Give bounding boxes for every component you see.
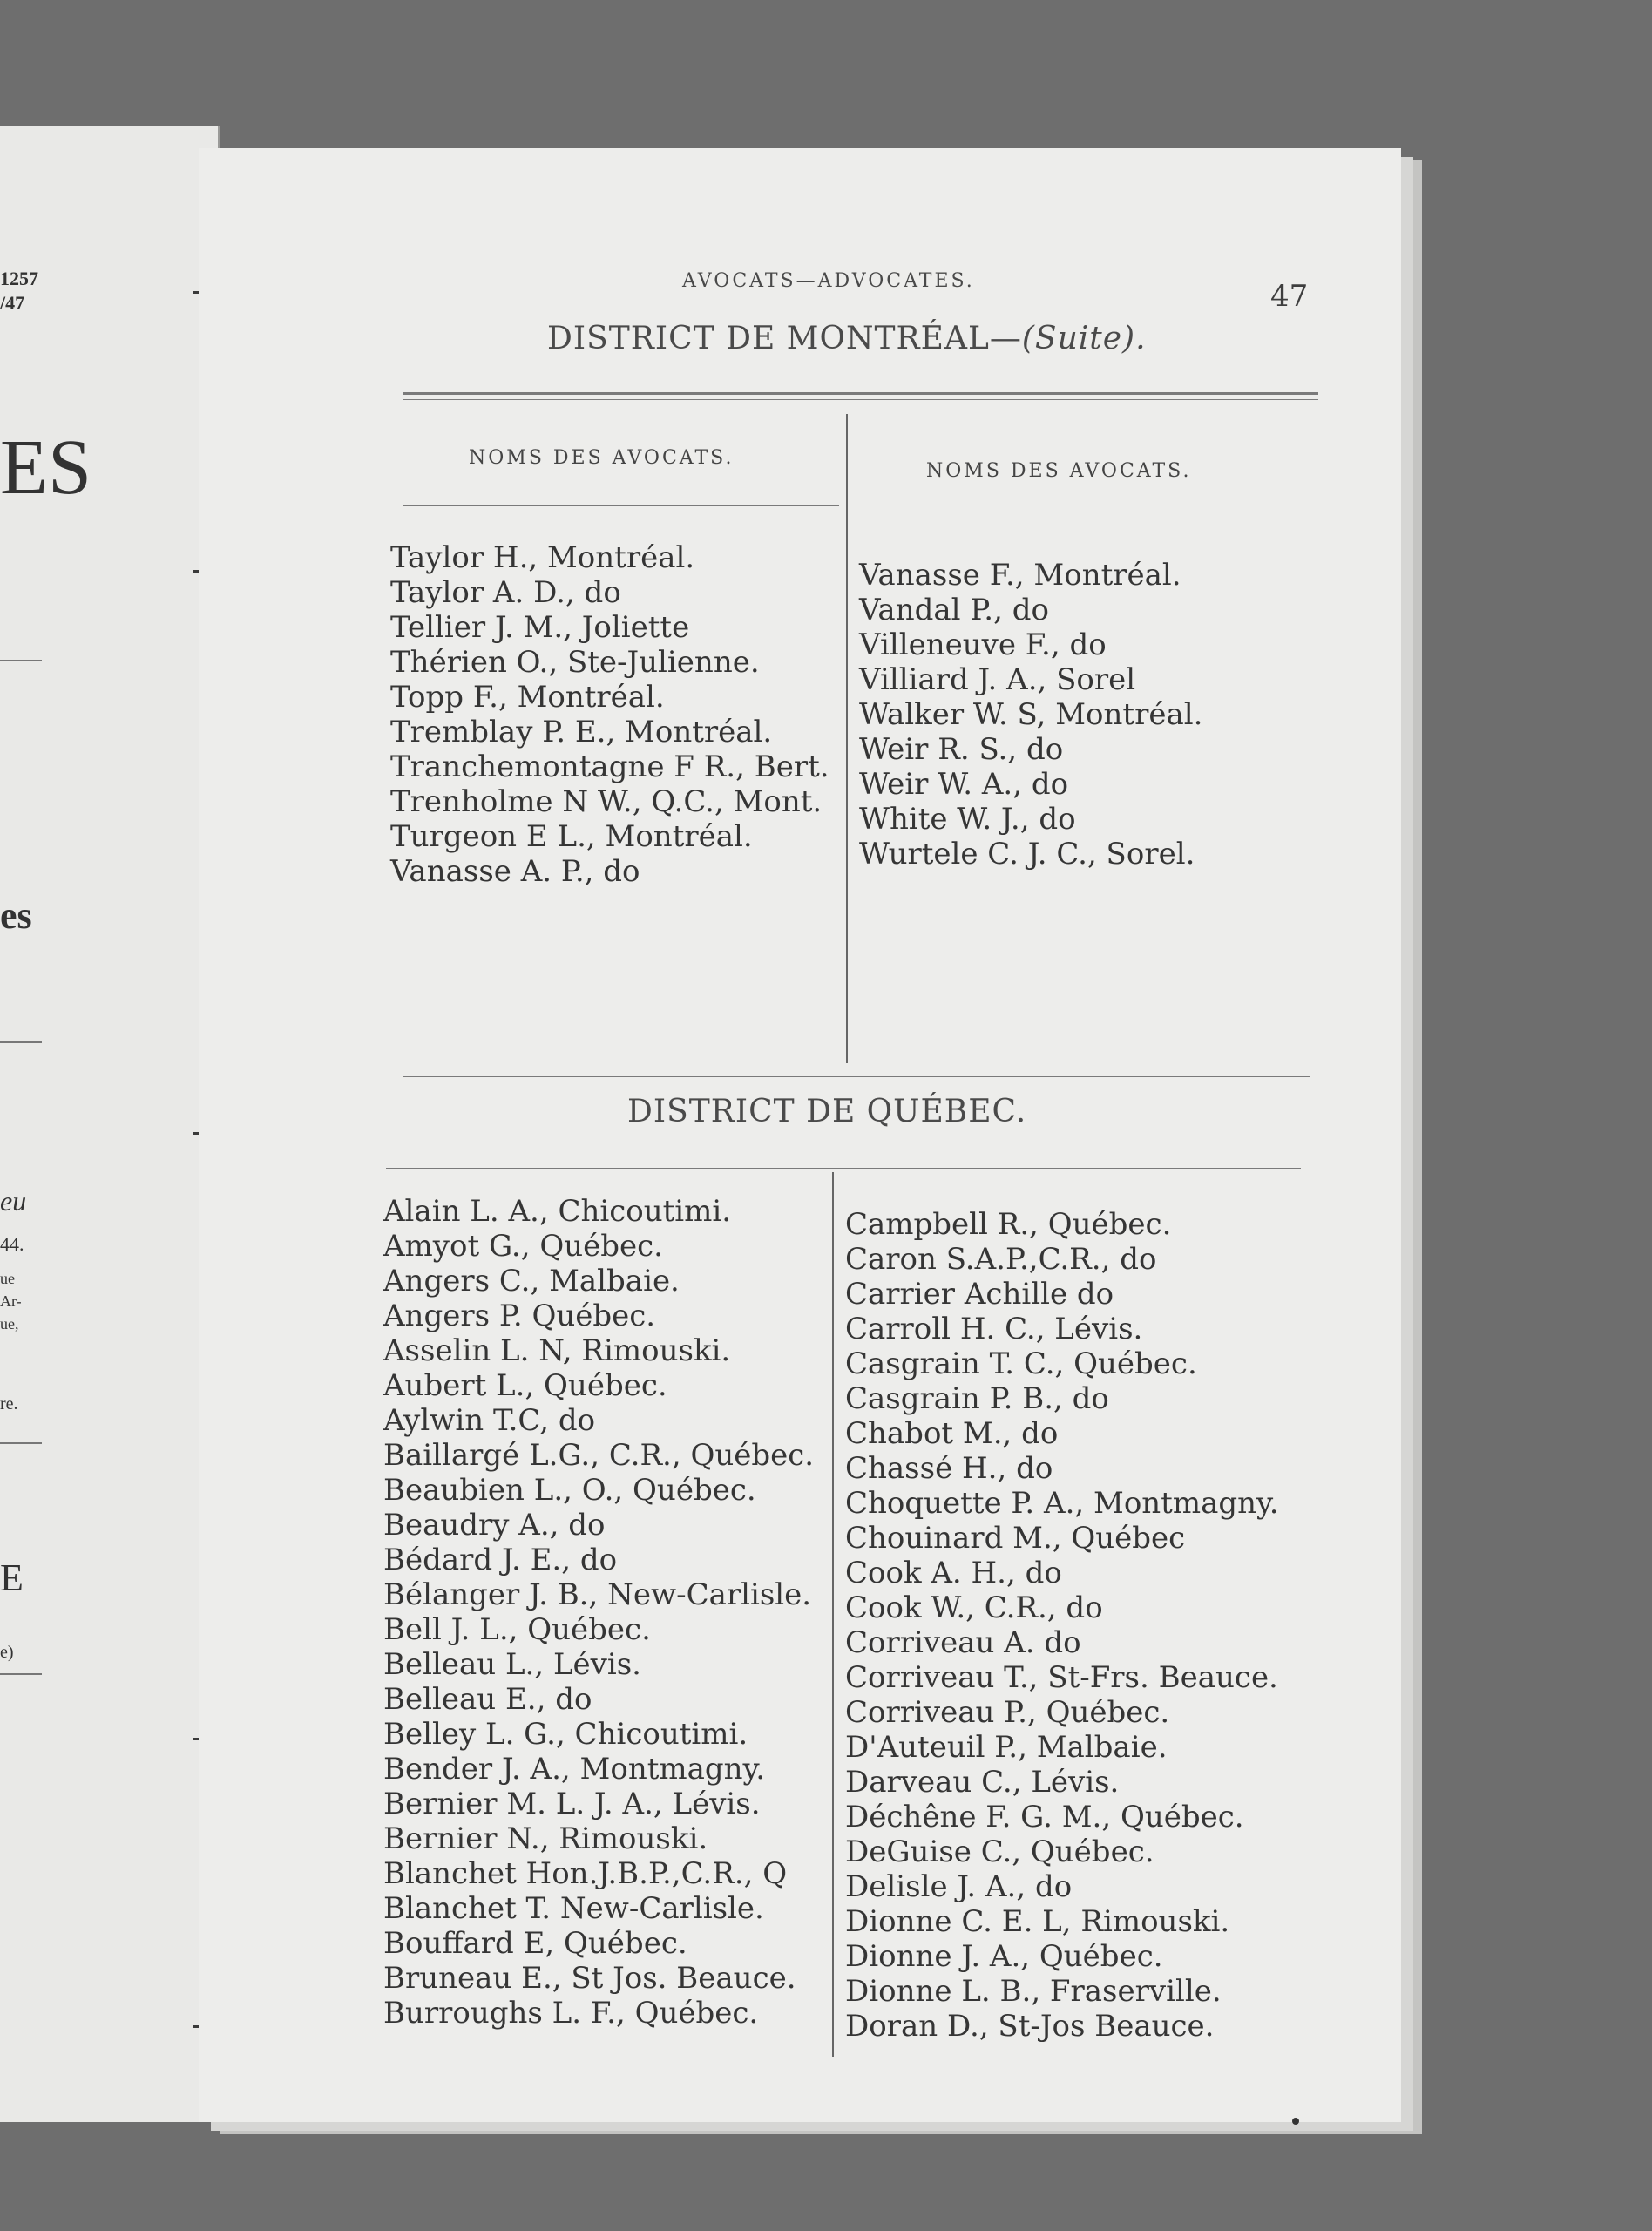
running-head: AVOCATS—ADVOCATES. bbox=[682, 270, 975, 292]
left-page-rule bbox=[0, 1673, 42, 1675]
list-item: Chassé H., do bbox=[845, 1451, 1053, 1486]
left-page-rule bbox=[0, 1041, 42, 1043]
list-item: Dionne L. B., Fraserville. bbox=[845, 1974, 1222, 2009]
list-item: Beaudry A., do bbox=[383, 1508, 606, 1543]
district-quebec-title: DISTRICT DE QUÉBEC. bbox=[627, 1094, 1027, 1129]
section-rule bbox=[386, 1168, 1301, 1169]
list-item: Asselin L. N, Rimouski. bbox=[383, 1333, 731, 1368]
column-header-right: NOMS DES AVOCATS. bbox=[926, 460, 1192, 482]
montreal-advocates-right-list bbox=[859, 558, 1202, 871]
list-item: D'Auteuil P., Malbaie. bbox=[845, 1730, 1168, 1765]
list-item: Déchêne F. G. M., Québec. bbox=[845, 1800, 1244, 1834]
previous-page-fragment bbox=[0, 126, 220, 2122]
left-page-rule bbox=[0, 1442, 42, 1444]
section-rule bbox=[403, 1076, 1310, 1077]
list-item: Casgrain T. C., Québec. bbox=[845, 1346, 1197, 1381]
list-item: Burroughs L. F., Québec. bbox=[383, 1996, 759, 2031]
list-item: Tremblay P. E., Montréal. bbox=[390, 715, 773, 749]
list-item: Topp F., Montréal. bbox=[390, 680, 665, 715]
double-rule bbox=[403, 399, 1318, 400]
list-item: Walker W. S, Montréal. bbox=[859, 697, 1203, 732]
list-item: Belley L. G., Chicoutimi. bbox=[383, 1717, 748, 1752]
column-divider bbox=[832, 1172, 834, 2057]
header-rule-left bbox=[403, 505, 839, 506]
column-header-left: NOMS DES AVOCATS. bbox=[469, 447, 735, 469]
list-item: Vanasse F., Montréal. bbox=[859, 558, 1181, 593]
list-item: Trenholme N W., Q.C., Mont. bbox=[390, 784, 823, 819]
list-item: Bouffard E, Québec. bbox=[383, 1926, 687, 1961]
list-item: Amyot G., Québec. bbox=[383, 1229, 663, 1264]
list-item: Corriveau A. do bbox=[845, 1625, 1081, 1660]
list-item: Dionne J. A., Québec. bbox=[845, 1939, 1163, 1974]
list-item: DeGuise C., Québec. bbox=[845, 1834, 1154, 1869]
district-montreal-title bbox=[547, 321, 1147, 356]
district-montreal-title-main: DISTRICT DE MONTRÉAL— bbox=[547, 321, 1022, 356]
list-item: Villeneuve F., do bbox=[859, 627, 1107, 662]
left-page-number-2: /47 bbox=[0, 292, 25, 314]
list-item: Tranchemontagne F R., Bert. bbox=[390, 749, 829, 784]
list-item: Angers P. Québec. bbox=[383, 1299, 656, 1333]
list-item: Weir W. A., do bbox=[859, 767, 1069, 802]
list-item: Campbell R., Québec. bbox=[845, 1207, 1172, 1242]
list-item: Chabot M., do bbox=[845, 1416, 1059, 1451]
double-rule bbox=[403, 392, 1318, 395]
list-item: Vandal P., do bbox=[859, 593, 1049, 627]
list-item: Aylwin T.C, do bbox=[383, 1403, 596, 1438]
list-item: Casgrain P. B., do bbox=[845, 1381, 1109, 1416]
list-item: Weir R. S., do bbox=[859, 732, 1064, 767]
list-item: Belleau E., do bbox=[383, 1682, 592, 1717]
left-page-fragment: re. bbox=[0, 1394, 18, 1414]
list-item: Blanchet T. New-Carlisle. bbox=[383, 1891, 764, 1926]
left-page-number-1: 1257 bbox=[0, 268, 38, 289]
list-item: Tellier J. M., Joliette bbox=[390, 610, 690, 645]
list-item: Delisle J. A., do bbox=[845, 1869, 1073, 1904]
left-page-fragment: 44. bbox=[0, 1233, 24, 1255]
column-divider bbox=[846, 414, 848, 1063]
list-item: Villiard J. A., Sorel bbox=[859, 662, 1136, 697]
list-item: Taylor H., Montréal. bbox=[390, 540, 695, 575]
list-item: Bélanger J. B., New-Carlisle. bbox=[383, 1577, 812, 1612]
page-number: 47 bbox=[1270, 279, 1309, 314]
list-item: Wurtele C. J. C., Sorel. bbox=[859, 837, 1195, 871]
list-item: Turgeon E L., Montréal. bbox=[390, 819, 753, 854]
list-item: Taylor A. D., do bbox=[390, 575, 621, 610]
list-item: Cook A. H., do bbox=[845, 1556, 1062, 1590]
list-item: Bruneau E., St Jos. Beauce. bbox=[383, 1961, 796, 1996]
list-item: Cook W., C.R., do bbox=[845, 1590, 1103, 1625]
ink-speck bbox=[1292, 2118, 1299, 2125]
list-item: Bernier N., Rimouski. bbox=[383, 1821, 708, 1856]
left-page-fragment: e) bbox=[0, 1643, 14, 1662]
left-page-fragment: ue, bbox=[0, 1315, 19, 1332]
list-item: Carroll H. C., Lévis. bbox=[845, 1312, 1143, 1346]
list-item: Bender J. A., Montmagny. bbox=[383, 1752, 766, 1787]
list-item: Darveau C., Lévis. bbox=[845, 1765, 1120, 1800]
list-item: Chouinard M., Québec bbox=[845, 1521, 1186, 1556]
left-page-rule bbox=[0, 660, 42, 661]
quebec-advocates-left-list bbox=[383, 1194, 814, 2031]
list-item: Doran D., St-Jos Beauce. bbox=[845, 2009, 1215, 2044]
list-item: Bell J. L., Québec. bbox=[383, 1612, 651, 1647]
list-item: Vanasse A. P., do bbox=[390, 854, 640, 889]
list-item: Corriveau T., St-Frs. Beauce. bbox=[845, 1660, 1278, 1695]
list-item: Carrier Achille do bbox=[845, 1277, 1114, 1312]
quebec-advocates-right-list bbox=[845, 1207, 1279, 2044]
list-item: Choquette P. A., Montmagny. bbox=[845, 1486, 1279, 1521]
left-page-fragment: es bbox=[0, 894, 32, 937]
district-montreal-title-suffix: (Suite). bbox=[1021, 321, 1147, 356]
left-page-fragment-heading: ES bbox=[0, 424, 92, 511]
montreal-advocates-left-list bbox=[390, 540, 829, 889]
list-item: Beaubien L., O., Québec. bbox=[383, 1473, 756, 1508]
left-page-fragment: E bbox=[0, 1556, 24, 1599]
list-item: White W. J., do bbox=[859, 802, 1076, 837]
list-item: Caron S.A.P.,C.R., do bbox=[845, 1242, 1157, 1277]
list-item: Alain L. A., Chicoutimi. bbox=[383, 1194, 732, 1229]
directory-page bbox=[199, 148, 1401, 2122]
left-page-fragment: Ar- bbox=[0, 1292, 22, 1310]
list-item: Aubert L., Québec. bbox=[383, 1368, 667, 1403]
left-page-fragment: eu bbox=[0, 1185, 27, 1217]
list-item: Bernier M. L. J. A., Lévis. bbox=[383, 1787, 761, 1821]
list-item: Thérien O., Ste-Julienne. bbox=[390, 645, 760, 680]
list-item: Bédard J. E., do bbox=[383, 1543, 618, 1577]
list-item: Belleau L., Lévis. bbox=[383, 1647, 641, 1682]
list-item: Dionne C. E. L, Rimouski. bbox=[845, 1904, 1230, 1939]
list-item: Angers C., Malbaie. bbox=[383, 1264, 680, 1299]
list-item: Corriveau P., Québec. bbox=[845, 1695, 1170, 1730]
list-item: Baillargé L.G., C.R., Québec. bbox=[383, 1438, 815, 1473]
list-item: Blanchet Hon.J.B.P.,C.R., Q bbox=[383, 1856, 788, 1891]
left-page-fragment: ue bbox=[0, 1270, 15, 1287]
